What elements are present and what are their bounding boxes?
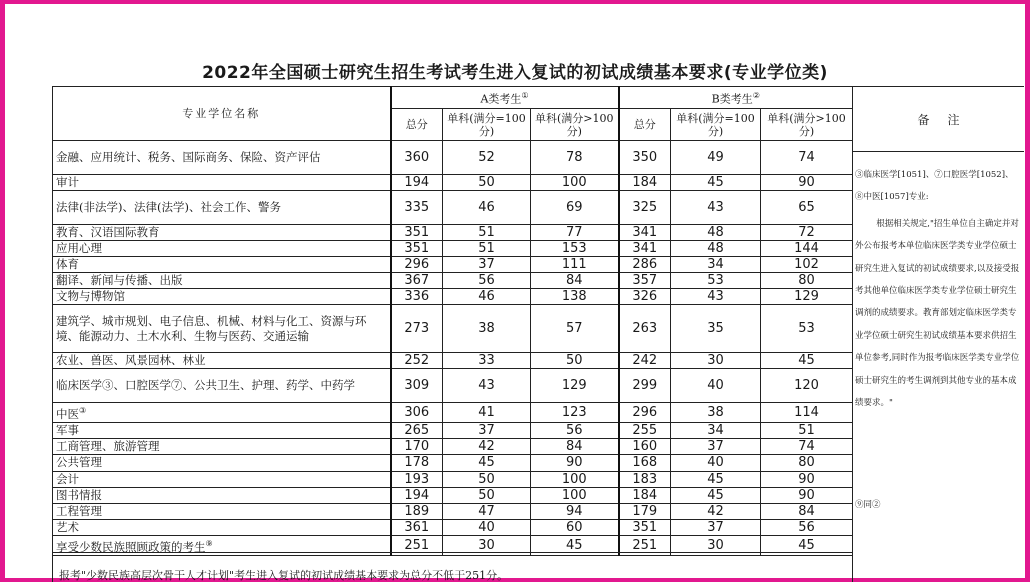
a-single-gt100-cell: 45 (531, 535, 619, 555)
a-single-gt100-cell: 69 (531, 191, 619, 225)
table-row (53, 257, 853, 273)
major-name: 图书情报 (56, 487, 102, 502)
b-single-gt100-cell: 102 (761, 257, 853, 273)
a-total-cell: 351 (391, 241, 443, 257)
major-name: 审计 (56, 175, 79, 189)
major-name: 公共管理 (56, 455, 102, 470)
major-name: 临床医学③、口腔医学⑦、公共卫生、护理、药学、中药学 (56, 378, 355, 392)
table-body (53, 141, 853, 556)
major-name-cell (53, 519, 391, 535)
b-single-gt100-cell: 74 (761, 438, 853, 454)
major-column-label: 专业学位名称 (182, 107, 261, 120)
group-b-label: B类考生 (711, 92, 753, 106)
a-single100-cell: 50 (443, 175, 531, 191)
b-single100-cell: 43 (671, 191, 761, 225)
b-single-gt100-cell: 90 (761, 175, 853, 191)
a-total-cell: 251 (391, 535, 443, 555)
note-paragraph-3: ⑨同② (855, 500, 881, 511)
major-name-cell (53, 305, 391, 353)
b-single100-cell: 40 (671, 454, 761, 471)
table-row (53, 305, 853, 353)
notes-column (852, 86, 1024, 582)
b-total-cell: 326 (619, 289, 671, 305)
major-name-cell (53, 503, 391, 519)
b-total-cell: 286 (619, 257, 671, 273)
table-row (53, 503, 853, 519)
group-b-footnote-mark: ② (752, 91, 760, 101)
a-total-cell: 170 (391, 438, 443, 454)
footnote-mark: ③ (79, 406, 87, 415)
a-single100-cell: 30 (443, 535, 531, 555)
b-single-gt100-cell: 53 (761, 305, 853, 353)
score-table (52, 86, 853, 556)
b-single-gt100-cell: 56 (761, 519, 853, 535)
major-name-cell (53, 403, 391, 423)
major-name-cell (53, 369, 391, 403)
table-row (53, 487, 853, 503)
table-row (53, 454, 853, 471)
b-single100-cell: 34 (671, 422, 761, 438)
a-single100-cell: 51 (443, 241, 531, 257)
a-single100-cell: 56 (443, 273, 531, 289)
a-single100-cell: 37 (443, 422, 531, 438)
a-single100-header: 单科(满分=100分) (443, 109, 531, 141)
b-single-gt100-header: 单科(满分>100分) (761, 109, 853, 141)
header-row-1 (53, 87, 853, 109)
a-single-gt100-cell: 50 (531, 353, 619, 369)
document-title: 2022年全国硕士研究生招生考试考生进入复试的初试成绩基本要求(专业学位类) (202, 63, 828, 83)
major-name-cell (53, 487, 391, 503)
major-name: 教育、汉语国际教育 (56, 225, 160, 239)
group-a-header (391, 87, 619, 109)
b-single100-cell: 48 (671, 225, 761, 241)
a-single100-cell: 43 (443, 369, 531, 403)
a-single100-cell: 40 (443, 519, 531, 535)
b-total-cell: 179 (619, 503, 671, 519)
a-single-gt100-cell: 100 (531, 175, 619, 191)
b-single100-cell: 45 (671, 487, 761, 503)
group-a-footnote-mark: ① (521, 91, 529, 101)
b-total-cell: 325 (619, 191, 671, 225)
table-row (53, 141, 853, 175)
major-name: 享受少数民族照顾政策的考生 (56, 539, 206, 554)
major-name-cell (53, 191, 391, 225)
table-row (53, 273, 853, 289)
b-single100-header: 单科(满分=100分) (671, 109, 761, 141)
a-total-cell: 367 (391, 273, 443, 289)
a-single-gt100-cell: 84 (531, 273, 619, 289)
a-single100-cell: 38 (443, 305, 531, 353)
b-single100-cell: 43 (671, 289, 761, 305)
a-single-gt100-cell: 77 (531, 225, 619, 241)
major-name: 体育 (56, 257, 79, 271)
a-single100-cell: 42 (443, 438, 531, 454)
b-single100-cell: 42 (671, 503, 761, 519)
a-single-gt100-cell: 138 (531, 289, 619, 305)
b-single100-cell: 30 (671, 535, 761, 555)
major-name-cell (53, 257, 391, 273)
a-single-gt100-cell: 100 (531, 471, 619, 487)
b-single100-cell: 53 (671, 273, 761, 289)
b-single100-cell: 48 (671, 241, 761, 257)
a-total-cell: 351 (391, 225, 443, 241)
a-total-cell: 273 (391, 305, 443, 353)
major-name-cell (53, 273, 391, 289)
major-name: 农业、兽医、风景园林、林业 (56, 353, 206, 367)
a-single100-cell: 45 (443, 454, 531, 471)
a-single100-cell: 50 (443, 471, 531, 487)
b-single-gt100-cell: 129 (761, 289, 853, 305)
major-name: 中医 (56, 406, 79, 421)
a-single-gt100-cell: 57 (531, 305, 619, 353)
notes-body (853, 152, 1024, 517)
a-single100-cell: 46 (443, 289, 531, 305)
a-total-header: 总分 (391, 109, 443, 141)
b-total-cell: 296 (619, 403, 671, 423)
a-total-cell: 265 (391, 422, 443, 438)
a-single100-cell: 51 (443, 225, 531, 241)
b-single-gt100-cell: 90 (761, 487, 853, 503)
table-row (53, 369, 853, 403)
a-total-cell: 309 (391, 369, 443, 403)
a-single100-cell: 37 (443, 257, 531, 273)
table-row (53, 241, 853, 257)
table-row (53, 225, 853, 241)
a-single-gt100-cell: 100 (531, 487, 619, 503)
major-name: 军事 (56, 422, 79, 437)
major-name-cell (53, 141, 391, 175)
a-single-gt100-cell: 56 (531, 422, 619, 438)
a-total-cell: 306 (391, 403, 443, 423)
table-row (53, 353, 853, 369)
major-name: 建筑学、城市规划、电子信息、机械、材料与化工、资源与环境、能源动力、土木水利、生物与医药、交通运输 (56, 313, 367, 343)
b-total-cell: 160 (619, 438, 671, 454)
b-single-gt100-cell: 80 (761, 273, 853, 289)
b-total-cell: 350 (619, 141, 671, 175)
major-name-cell (53, 225, 391, 241)
table-row (53, 175, 853, 191)
a-total-cell: 194 (391, 175, 443, 191)
table-row (53, 191, 853, 225)
b-total-cell: 183 (619, 471, 671, 487)
b-single-gt100-cell: 90 (761, 471, 853, 487)
b-single-gt100-cell: 144 (761, 241, 853, 257)
note-paragraph-1: ③临床医学[1051]、⑦口腔医学[1052]、⑧中医[1057]专业: (855, 170, 1014, 203)
a-single100-cell: 33 (443, 353, 531, 369)
a-total-cell: 335 (391, 191, 443, 225)
b-single100-cell: 45 (671, 471, 761, 487)
notes-header: 备注 (853, 87, 1024, 152)
major-name: 法律(非法学)、法律(法学)、社会工作、警务 (56, 200, 281, 214)
b-single-gt100-cell: 45 (761, 353, 853, 369)
b-single-gt100-cell: 72 (761, 225, 853, 241)
footer-note: 报考"少数民族高层次骨干人才计划"考生进入复试的初试成绩基本要求为总分不低于251分。 (52, 552, 852, 582)
major-name-cell (53, 422, 391, 438)
major-name: 工商管理、旅游管理 (56, 438, 160, 453)
major-name-cell (53, 438, 391, 454)
group-b-header (619, 87, 853, 109)
b-single-gt100-cell: 65 (761, 191, 853, 225)
major-name-cell (53, 454, 391, 471)
b-single100-cell: 37 (671, 519, 761, 535)
b-single100-cell: 45 (671, 175, 761, 191)
b-total-cell: 255 (619, 422, 671, 438)
a-single100-cell: 47 (443, 503, 531, 519)
b-single100-cell: 40 (671, 369, 761, 403)
a-total-cell: 252 (391, 353, 443, 369)
b-total-cell: 341 (619, 225, 671, 241)
a-single-gt100-cell: 153 (531, 241, 619, 257)
b-single-gt100-cell: 80 (761, 454, 853, 471)
major-name-cell (53, 241, 391, 257)
a-total-cell: 178 (391, 454, 443, 471)
major-name-cell (53, 289, 391, 305)
major-name: 工程管理 (56, 503, 102, 518)
b-single100-cell: 35 (671, 305, 761, 353)
b-total-cell: 351 (619, 519, 671, 535)
a-single-gt100-cell: 84 (531, 438, 619, 454)
b-total-cell: 184 (619, 487, 671, 503)
b-single100-cell: 30 (671, 353, 761, 369)
b-single-gt100-cell: 74 (761, 141, 853, 175)
b-single100-cell: 49 (671, 141, 761, 175)
table-row (53, 471, 853, 487)
table-row (53, 403, 853, 423)
table-row (53, 422, 853, 438)
major-name: 会计 (56, 471, 79, 486)
b-single100-cell: 38 (671, 403, 761, 423)
footnote-mark: ⑨ (205, 538, 213, 548)
major-name: 金融、应用统计、税务、国际商务、保险、资产评估 (56, 150, 321, 164)
b-single-gt100-cell: 84 (761, 503, 853, 519)
major-name-cell (53, 175, 391, 191)
b-total-cell: 251 (619, 535, 671, 555)
major-name: 艺术 (56, 519, 79, 534)
a-total-cell: 193 (391, 471, 443, 487)
a-single-gt100-header: 单科(满分>100分) (531, 109, 619, 141)
major-name: 应用心理 (56, 241, 102, 255)
group-a-label: A类考生 (480, 92, 522, 106)
a-single-gt100-cell: 111 (531, 257, 619, 273)
a-single-gt100-cell: 94 (531, 503, 619, 519)
b-total-header: 总分 (619, 109, 671, 141)
a-total-cell: 360 (391, 141, 443, 175)
b-single100-cell: 37 (671, 438, 761, 454)
b-total-cell: 357 (619, 273, 671, 289)
a-single100-cell: 52 (443, 141, 531, 175)
b-single-gt100-cell: 120 (761, 369, 853, 403)
a-single-gt100-cell: 60 (531, 519, 619, 535)
major-name-cell (53, 471, 391, 487)
a-single-gt100-cell: 123 (531, 403, 619, 423)
a-single-gt100-cell: 90 (531, 454, 619, 471)
table-row (53, 438, 853, 454)
b-single-gt100-cell: 114 (761, 403, 853, 423)
major-name-cell (53, 353, 391, 369)
b-total-cell: 341 (619, 241, 671, 257)
b-single100-cell: 34 (671, 257, 761, 273)
table-row (53, 289, 853, 305)
b-single-gt100-cell: 51 (761, 422, 853, 438)
a-single100-cell: 50 (443, 487, 531, 503)
a-single-gt100-cell: 129 (531, 369, 619, 403)
b-single-gt100-cell: 45 (761, 535, 853, 555)
b-total-cell: 263 (619, 305, 671, 353)
note-paragraph-2: 根据相关规定,"招生单位自主确定并对外公布报考本单位临床医学类专业学位硕士研究生进入复试的初试成绩要求,以及接受报考其他单位临床医学类专业学位硕士研究生调剂的成绩要求。教育部划定临床医学类专业学位硕士研究生初试成绩基本要求供招生单位参考,同时作为报考临床医学类专业学位硕士研究生的考生调剂到其他专业的基本成绩要求。" (855, 218, 1020, 409)
a-total-cell: 194 (391, 487, 443, 503)
b-total-cell: 299 (619, 369, 671, 403)
a-total-cell: 189 (391, 503, 443, 519)
a-single-gt100-cell: 78 (531, 141, 619, 175)
table-row (53, 519, 853, 535)
b-total-cell: 184 (619, 175, 671, 191)
a-single100-cell: 41 (443, 403, 531, 423)
a-total-cell: 296 (391, 257, 443, 273)
major-name: 文物与博物馆 (56, 289, 125, 303)
a-total-cell: 336 (391, 289, 443, 305)
b-total-cell: 168 (619, 454, 671, 471)
b-total-cell: 242 (619, 353, 671, 369)
major-name: 翻译、新闻与传播、出版 (56, 273, 183, 287)
a-single100-cell: 46 (443, 191, 531, 225)
a-total-cell: 361 (391, 519, 443, 535)
major-column-header (53, 87, 391, 141)
